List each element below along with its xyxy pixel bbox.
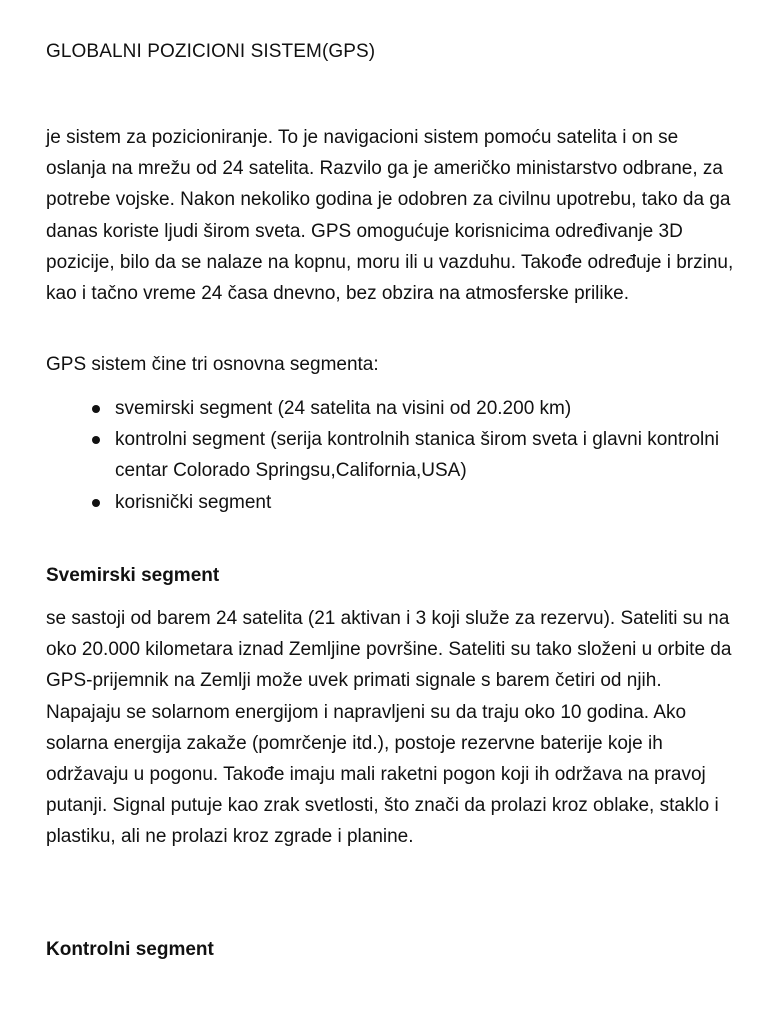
intro-paragraph: je sistem za pozicioniranje. To je navigacioni sistem pomoću satelita i on se oslanja na mrežu od 24 satelita. Razvilo ga je američko ministarstvo odbrane, za potrebe vojske. Nakon nekoliko godina je odobren za civilnu upotrebu, tako da ga danas koriste ljudi širom sveta. GPS omogućuje korisnicima određivanje 3D pozicije, bilo da se nalaze na kopnu, moru ili u vazduhu. Takođe određuje i brzinu, kao i tačno vreme 24 časa dnevno, bez obzira na atmosferske prilike. [46,127,734,305]
segments-intro-paragraph: GPS sistem čine tri osnovna segmenta: [46,354,379,375]
section-heading-control-segment: Kontrolni segment [46,939,214,960]
bullet-icon [92,499,100,507]
segments-list [46,393,736,518]
list-item-text: svemirski segment (24 satelita na visini od 20.200 km) [115,398,572,419]
document-title: GLOBALNI POZICIONI SISTEM(GPS) [46,41,376,62]
space-segment-paragraph: se sastoji od barem 24 satelita (21 aktivan i 3 koji služe za rezervu). Sateliti su na oko 20.000 kilometara iznad Zemljine površine. Sateliti su tako složeni u orbite da GPS-prijemnik na Zemlji može uvek primati signale s barem četiri od njih. Napajaju se solarnom energijom i napravljeni su da traju oko 10 godina. Ako solarna energija zakaže (pomrčenje itd.), postoje rezervne baterije koje ih održavaju u pogonu. Takođe imaju mali raketni pogon koji ih održava na pravoj putanji. Signal putuje kao zrak svetlosti, što znači da prolazi kroz oblake, staklo i plastiku, ali ne prolazi kroz zgrade i planine. [46,608,732,848]
list-item [46,487,736,518]
list-item [46,393,736,424]
list-item [46,424,736,486]
bullet-icon [92,405,100,413]
bullet-icon [92,436,100,444]
list-item-text: korisnički segment [115,491,272,513]
list-item-text: kontrolni segment (serija kontrolnih stanica širom sveta i glavni kontrolni centar Colorado Springsu,California,USA) [115,429,720,482]
section-heading-space-segment: Svemirski segment [46,565,220,586]
